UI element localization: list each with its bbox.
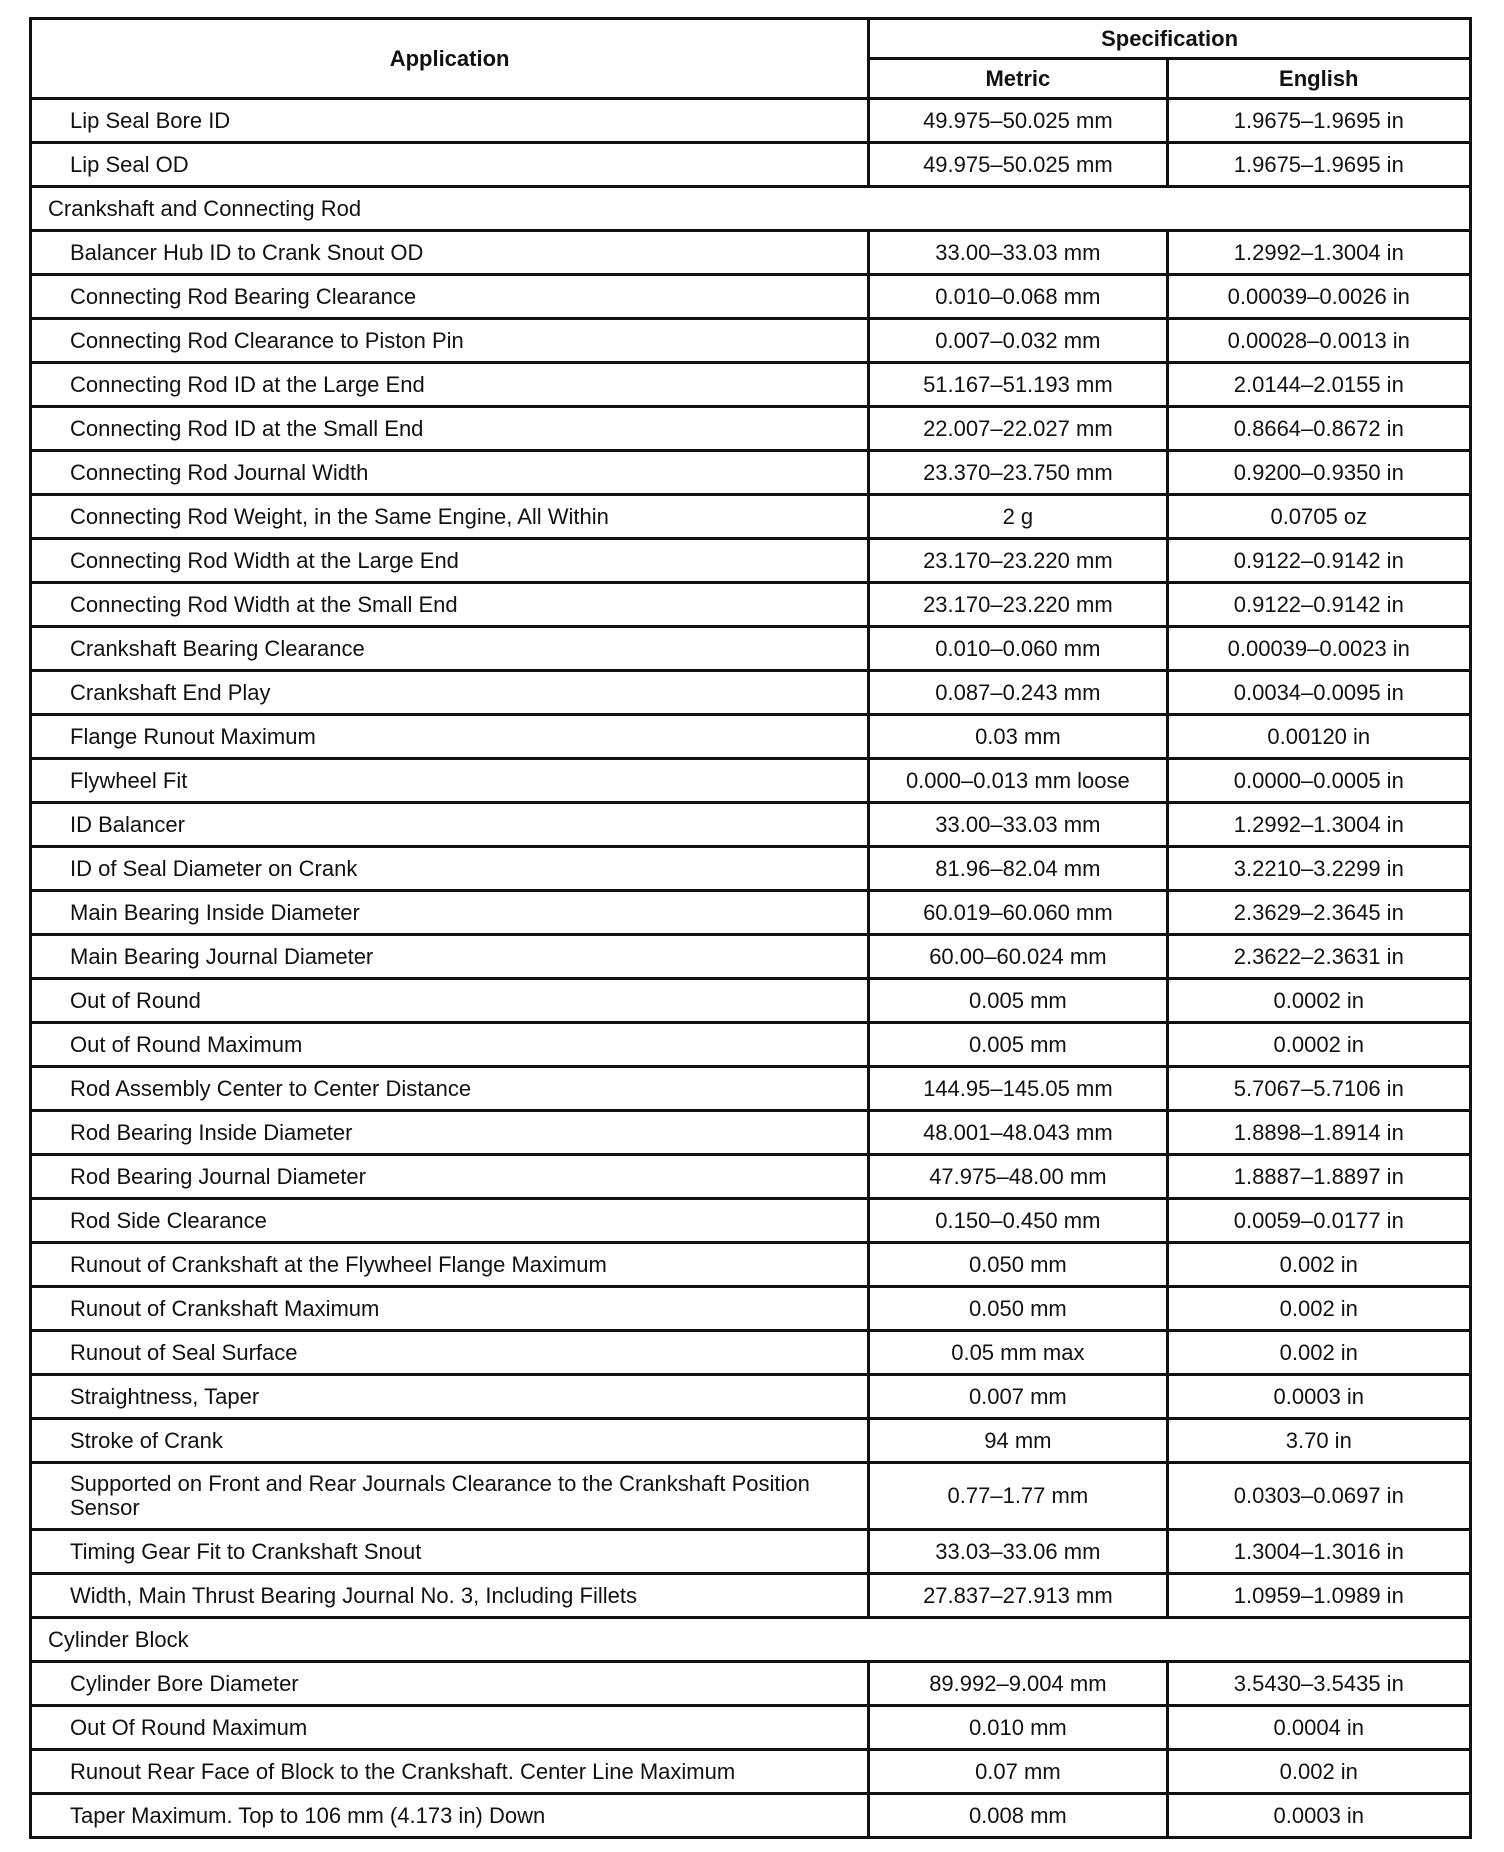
english-cell: 0.9122–0.9142 in (1167, 539, 1470, 583)
english-cell: 3.5430–3.5435 in (1167, 1662, 1470, 1706)
english-cell: 2.0144–2.0155 in (1167, 363, 1470, 407)
table-row (31, 583, 1471, 627)
section-row (31, 187, 1471, 231)
application-cell: Straightness, Taper (31, 1375, 869, 1419)
table-row (31, 99, 1471, 143)
metric-cell: 0.010 mm (869, 1706, 1167, 1750)
section-title: Cylinder Block (31, 1618, 1471, 1662)
english-cell: 0.0705 oz (1167, 495, 1470, 539)
metric-cell: 23.170–23.220 mm (869, 539, 1167, 583)
metric-cell: 0.007 mm (869, 1375, 1167, 1419)
specification-table (29, 17, 1472, 1839)
table-row (31, 1662, 1471, 1706)
metric-cell: 48.001–48.043 mm (869, 1111, 1167, 1155)
application-cell: Runout of Crankshaft Maximum (31, 1287, 869, 1331)
table-row (31, 1067, 1471, 1111)
table-row (31, 1530, 1471, 1574)
application-cell: Runout of Seal Surface (31, 1331, 869, 1375)
application-cell: Connecting Rod ID at the Small End (31, 407, 869, 451)
application-cell: Balancer Hub ID to Crank Snout OD (31, 231, 869, 275)
application-cell: Cylinder Bore Diameter (31, 1662, 869, 1706)
application-cell: Connecting Rod Bearing Clearance (31, 275, 869, 319)
application-cell: ID Balancer (31, 803, 869, 847)
metric-cell: 0.087–0.243 mm (869, 671, 1167, 715)
english-cell: 0.0004 in (1167, 1706, 1470, 1750)
header-english: English (1167, 59, 1470, 99)
table-row (31, 539, 1471, 583)
application-cell: Rod Bearing Journal Diameter (31, 1155, 869, 1199)
application-cell: Timing Gear Fit to Crankshaft Snout (31, 1530, 869, 1574)
metric-cell: 0.05 mm max (869, 1331, 1167, 1375)
table-row (31, 1463, 1471, 1530)
header-row (31, 19, 1471, 59)
metric-cell: 60.019–60.060 mm (869, 891, 1167, 935)
application-cell: Connecting Rod Weight, in the Same Engine, All Within (31, 495, 869, 539)
metric-cell: 94 mm (869, 1419, 1167, 1463)
application-cell: Rod Assembly Center to Center Distance (31, 1067, 869, 1111)
table-row (31, 1750, 1471, 1794)
application-cell: Crankshaft End Play (31, 671, 869, 715)
application-cell: Connecting Rod ID at the Large End (31, 363, 869, 407)
english-cell: 0.0034–0.0095 in (1167, 671, 1470, 715)
metric-cell: 47.975–48.00 mm (869, 1155, 1167, 1199)
application-cell: Lip Seal OD (31, 143, 869, 187)
metric-cell: 0.005 mm (869, 1023, 1167, 1067)
table-row (31, 715, 1471, 759)
metric-cell: 23.370–23.750 mm (869, 451, 1167, 495)
metric-cell: 0.77–1.77 mm (869, 1463, 1167, 1530)
metric-cell: 0.010–0.060 mm (869, 627, 1167, 671)
application-cell: ID of Seal Diameter on Crank (31, 847, 869, 891)
application-cell: Runout Rear Face of Block to the Crankshaft. Center Line Maximum (31, 1750, 869, 1794)
table-row (31, 495, 1471, 539)
table-row (31, 1243, 1471, 1287)
table-row (31, 1419, 1471, 1463)
table-row (31, 1023, 1471, 1067)
english-cell: 0.9200–0.9350 in (1167, 451, 1470, 495)
english-cell: 2.3629–2.3645 in (1167, 891, 1470, 935)
table-row (31, 1574, 1471, 1618)
table-row (31, 1375, 1471, 1419)
application-cell: Connecting Rod Width at the Large End (31, 539, 869, 583)
english-cell: 2.3622–2.3631 in (1167, 935, 1470, 979)
metric-cell: 0.050 mm (869, 1287, 1167, 1331)
header-specification: Specification (869, 19, 1471, 59)
metric-cell: 0.007–0.032 mm (869, 319, 1167, 363)
table-row (31, 1331, 1471, 1375)
english-cell: 1.3004–1.3016 in (1167, 1530, 1470, 1574)
english-cell: 1.2992–1.3004 in (1167, 803, 1470, 847)
metric-cell: 27.837–27.913 mm (869, 1574, 1167, 1618)
table-row (31, 451, 1471, 495)
metric-cell: 0.050 mm (869, 1243, 1167, 1287)
english-cell: 1.9675–1.9695 in (1167, 143, 1470, 187)
english-cell: 1.2992–1.3004 in (1167, 231, 1470, 275)
application-cell: Stroke of Crank (31, 1419, 869, 1463)
application-cell: Supported on Front and Rear Journals Clearance to the Crankshaft Position Sensor (31, 1463, 869, 1530)
table-row (31, 319, 1471, 363)
metric-cell: 0.000–0.013 mm loose (869, 759, 1167, 803)
english-cell: 0.0003 in (1167, 1375, 1470, 1419)
english-cell: 0.9122–0.9142 in (1167, 583, 1470, 627)
application-cell: Rod Bearing Inside Diameter (31, 1111, 869, 1155)
table-row (31, 891, 1471, 935)
english-cell: 0.00039–0.0026 in (1167, 275, 1470, 319)
english-cell: 0.0059–0.0177 in (1167, 1199, 1470, 1243)
metric-cell: 81.96–82.04 mm (869, 847, 1167, 891)
english-cell: 5.7067–5.7106 in (1167, 1067, 1470, 1111)
table-row (31, 627, 1471, 671)
table-row (31, 275, 1471, 319)
metric-cell: 51.167–51.193 mm (869, 363, 1167, 407)
application-cell: Out Of Round Maximum (31, 1706, 869, 1750)
metric-cell: 89.992–9.004 mm (869, 1662, 1167, 1706)
table-row (31, 1199, 1471, 1243)
english-cell: 3.70 in (1167, 1419, 1470, 1463)
table-row (31, 803, 1471, 847)
table-row (31, 671, 1471, 715)
metric-cell: 33.00–33.03 mm (869, 803, 1167, 847)
table-row (31, 1706, 1471, 1750)
application-cell: Crankshaft Bearing Clearance (31, 627, 869, 671)
metric-cell: 49.975–50.025 mm (869, 99, 1167, 143)
metric-cell: 23.170–23.220 mm (869, 583, 1167, 627)
metric-cell: 33.00–33.03 mm (869, 231, 1167, 275)
application-cell: Width, Main Thrust Bearing Journal No. 3, Including Fillets (31, 1574, 869, 1618)
metric-cell: 144.95–145.05 mm (869, 1067, 1167, 1111)
metric-cell: 0.03 mm (869, 715, 1167, 759)
english-cell: 0.0002 in (1167, 1023, 1470, 1067)
application-cell: Rod Side Clearance (31, 1199, 869, 1243)
table-row (31, 759, 1471, 803)
application-cell: Flange Runout Maximum (31, 715, 869, 759)
english-cell: 1.8898–1.8914 in (1167, 1111, 1470, 1155)
english-cell: 1.8887–1.8897 in (1167, 1155, 1470, 1199)
english-cell: 0.00120 in (1167, 715, 1470, 759)
application-cell: Flywheel Fit (31, 759, 869, 803)
section-title: Crankshaft and Connecting Rod (31, 187, 1471, 231)
metric-cell: 2 g (869, 495, 1167, 539)
table-row (31, 1111, 1471, 1155)
english-cell: 1.0959–1.0989 in (1167, 1574, 1470, 1618)
metric-cell: 0.150–0.450 mm (869, 1199, 1167, 1243)
table-row (31, 363, 1471, 407)
english-cell: 0.002 in (1167, 1750, 1470, 1794)
english-cell: 3.2210–3.2299 in (1167, 847, 1470, 891)
application-cell: Out of Round (31, 979, 869, 1023)
header-metric: Metric (869, 59, 1167, 99)
english-cell: 0.0003 in (1167, 1794, 1470, 1838)
table-row (31, 407, 1471, 451)
table-row (31, 1155, 1471, 1199)
application-cell: Connecting Rod Journal Width (31, 451, 869, 495)
header-application: Application (31, 19, 869, 99)
english-cell: 0.00028–0.0013 in (1167, 319, 1470, 363)
application-cell: Out of Round Maximum (31, 1023, 869, 1067)
metric-cell: 60.00–60.024 mm (869, 935, 1167, 979)
english-cell: 0.00039–0.0023 in (1167, 627, 1470, 671)
application-cell: Runout of Crankshaft at the Flywheel Flange Maximum (31, 1243, 869, 1287)
english-cell: 0.002 in (1167, 1243, 1470, 1287)
metric-cell: 33.03–33.06 mm (869, 1530, 1167, 1574)
metric-cell: 49.975–50.025 mm (869, 143, 1167, 187)
section-row (31, 1618, 1471, 1662)
application-cell: Main Bearing Inside Diameter (31, 891, 869, 935)
metric-cell: 0.005 mm (869, 979, 1167, 1023)
table-row (31, 231, 1471, 275)
english-cell: 0.0002 in (1167, 979, 1470, 1023)
english-cell: 0.8664–0.8672 in (1167, 407, 1470, 451)
application-cell: Connecting Rod Clearance to Piston Pin (31, 319, 869, 363)
table-row (31, 935, 1471, 979)
application-cell: Taper Maximum. Top to 106 mm (4.173 in) Down (31, 1794, 869, 1838)
table-body (31, 99, 1471, 1838)
table-row (31, 1287, 1471, 1331)
table-row (31, 143, 1471, 187)
english-cell: 1.9675–1.9695 in (1167, 99, 1470, 143)
metric-cell: 0.010–0.068 mm (869, 275, 1167, 319)
metric-cell: 0.07 mm (869, 1750, 1167, 1794)
english-cell: 0.002 in (1167, 1287, 1470, 1331)
english-cell: 0.0303–0.0697 in (1167, 1463, 1470, 1530)
application-cell: Connecting Rod Width at the Small End (31, 583, 869, 627)
metric-cell: 0.008 mm (869, 1794, 1167, 1838)
application-cell: Main Bearing Journal Diameter (31, 935, 869, 979)
table-row (31, 979, 1471, 1023)
table-row (31, 1794, 1471, 1838)
table-row (31, 847, 1471, 891)
metric-cell: 22.007–22.027 mm (869, 407, 1167, 451)
english-cell: 0.0000–0.0005 in (1167, 759, 1470, 803)
english-cell: 0.002 in (1167, 1331, 1470, 1375)
application-cell: Lip Seal Bore ID (31, 99, 869, 143)
